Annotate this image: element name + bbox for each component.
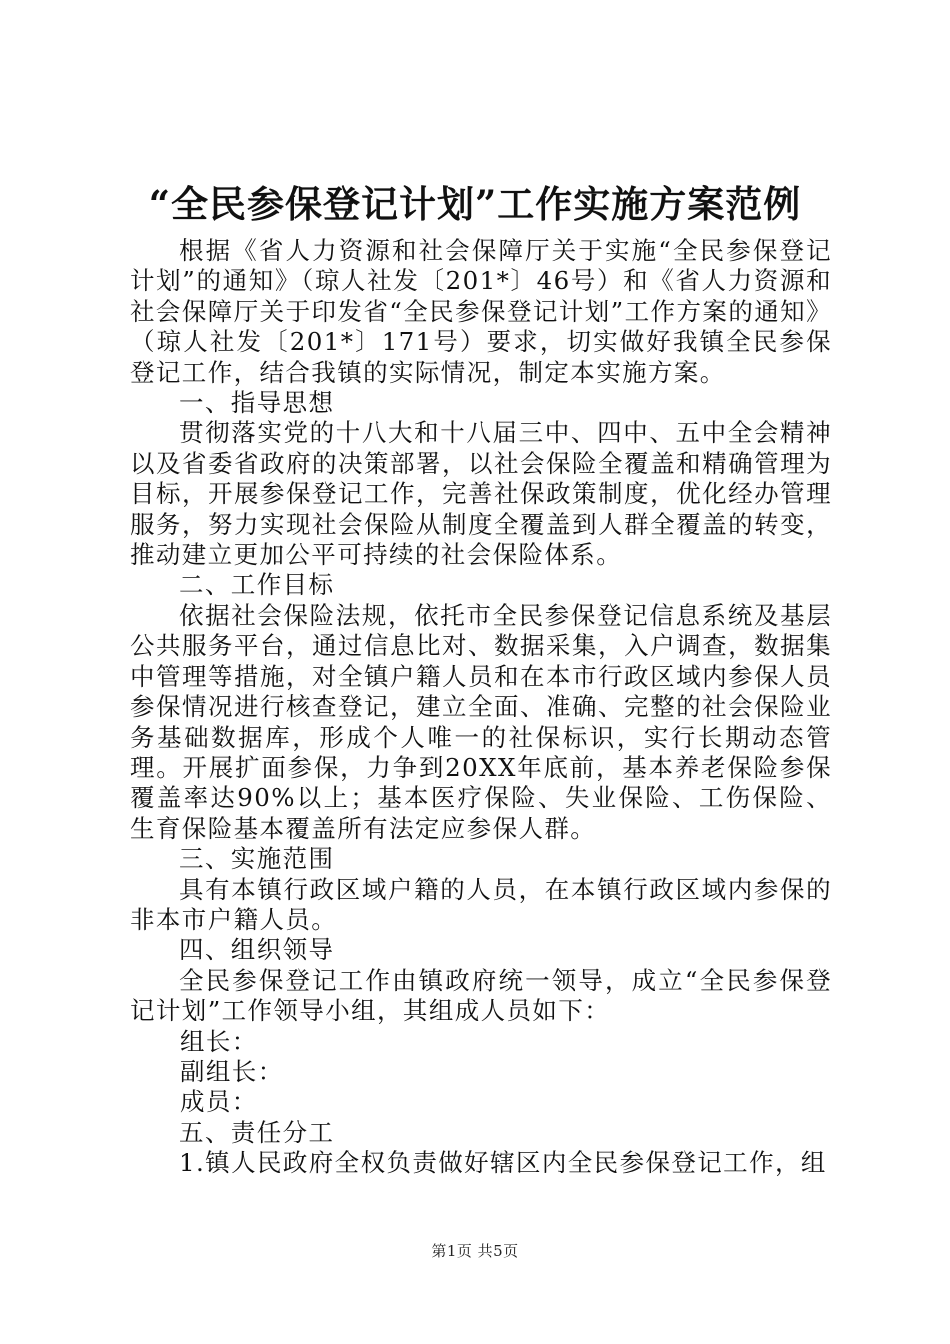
responsibilities-paragraph: 1.镇人民政府全权负责做好辖区内全民参保登记工作，组: [179, 1148, 827, 1178]
document-title: “全民参保登记计划”工作实施方案范例: [148, 182, 802, 226]
members-line: 成员：: [180, 1087, 258, 1117]
document-body: [130, 236, 832, 1179]
section-heading-work-goals: 二、工作目标: [179, 570, 335, 600]
section-heading-scope: 三、实施范围: [179, 844, 335, 874]
guiding-ideology-paragraph: 贯彻落实党的十八大和十八届三中、四中、五中全会精神以及省委省政府的决策部署，以社会保险全覆盖和精确管理为目标，开展参保登记工作，完善社保政策制度，优化经办管理服务，努力实现社会保险从制度全覆盖到人群全覆盖的转变，推动建立更加公平可持续的社会保险体系。: [130, 418, 832, 570]
intro-paragraph: 根据《省人力资源和社会保障厅关于实施“全民参保登记计划”的通知》（琼人社发〔201*〕46号）和《省人力资源和社会保障厅关于印发省“全民参保登记计划”工作方案的通知》（琼人社发〔201*〕171号）要求，切实做好我镇全民参保登记工作，结合我镇的实际情况，制定本实施方案。: [130, 236, 832, 387]
section-heading-guiding-ideology: 一、指导思想: [179, 388, 335, 418]
organization-paragraph: 全民参保登记工作由镇政府统一领导，成立“全民参保登记计划”工作领导小组，其组成人员如下：: [130, 965, 832, 1026]
deputy-leader-line: 副组长：: [180, 1056, 284, 1086]
scope-paragraph: 具有本镇行政区域户籍的人员，在本镇行政区域内参保的非本市户籍人员。: [130, 874, 832, 934]
section-heading-organization: 四、组织领导: [179, 935, 335, 965]
page-number-footer: 第1页 共5页: [431, 1242, 519, 1260]
section-heading-responsibilities: 五、责任分工: [179, 1117, 335, 1147]
work-goals-paragraph: 依据社会保险法规，依托市全民参保登记信息系统及基层公共服务平台，通过信息比对、数据采集，入户调查，数据集中管理等措施，对全镇户籍人员和在本市行政区域内参保人员参保情况进行核查登记，建立全面、准确、完整的社会保险业务基础数据库，形成个人唯一的社保标识，实行长期动态管理。开展扩面参保，力争到20XX年底前，基本养老保险参保覆盖率达90%以上；基本医疗保险、失业保险、工伤保险、生育保险基本覆盖所有法定应参保人群。: [130, 600, 832, 843]
group-leader-line: 组长：: [180, 1026, 258, 1056]
